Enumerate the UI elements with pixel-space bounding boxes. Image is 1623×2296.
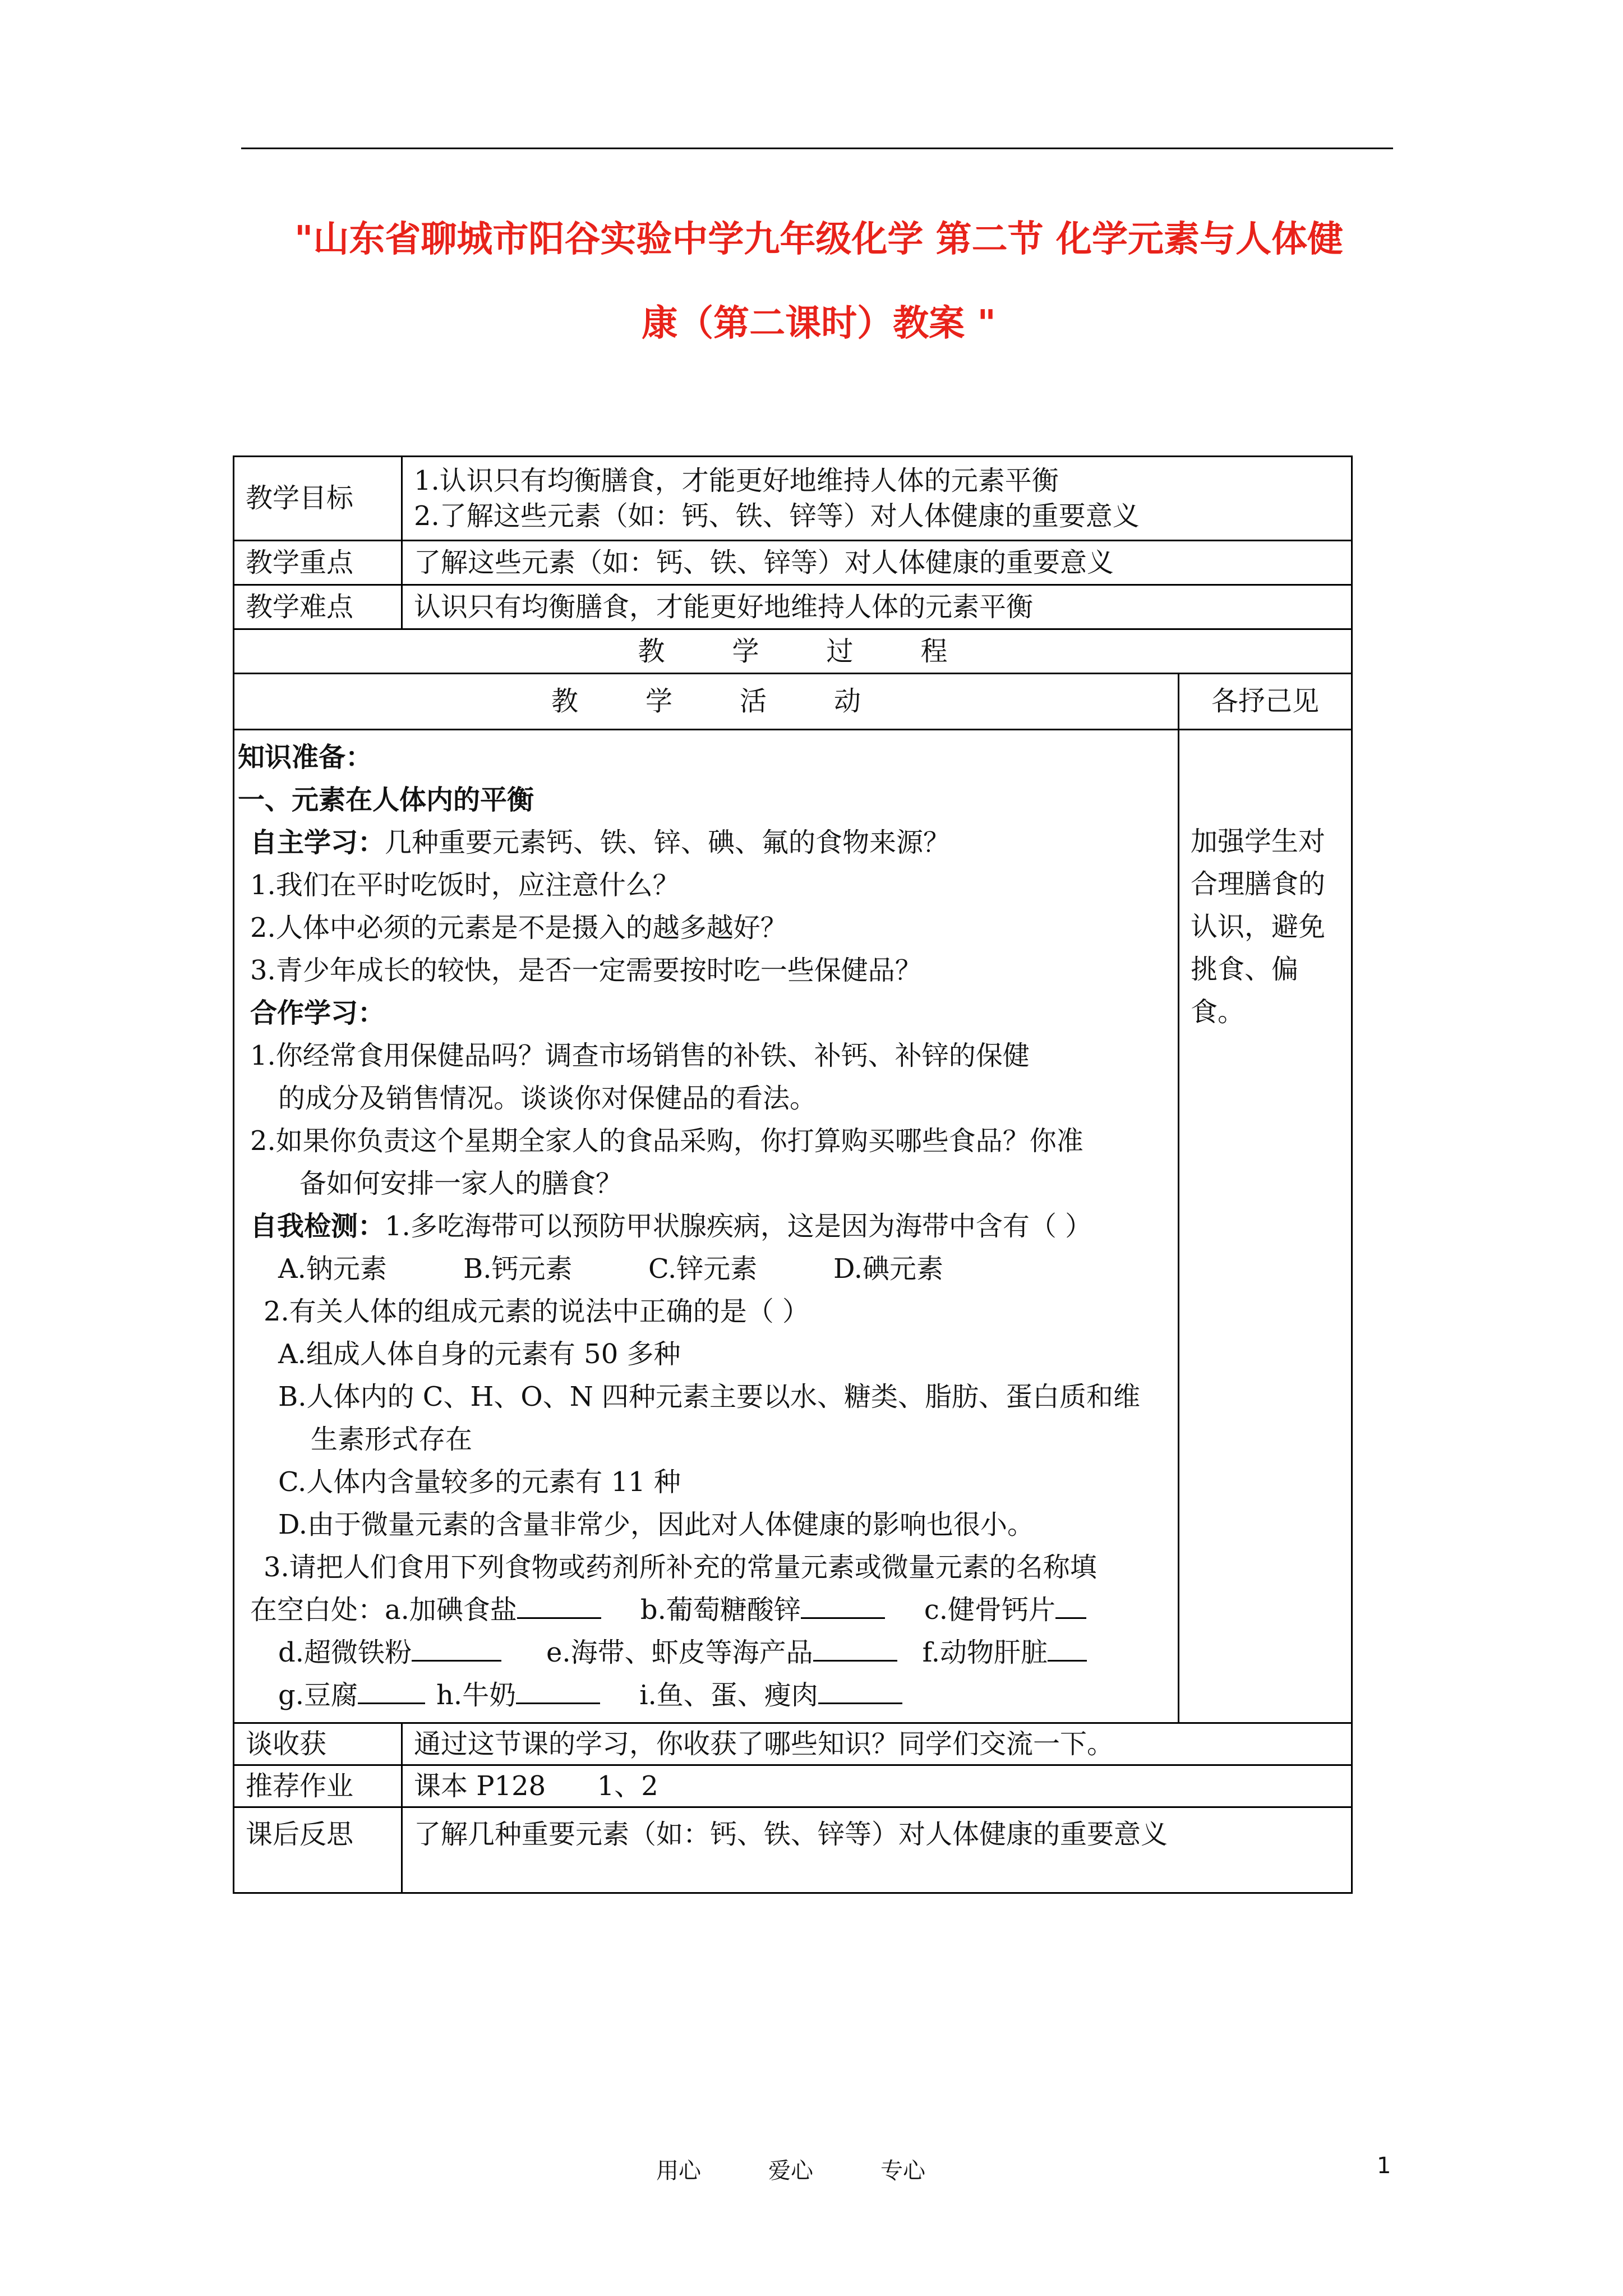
coop-label: 合作学习： [250, 997, 385, 1029]
coop-1a: 1.你经常食用保健品吗？调查市场销售的补铁、补钙、补锌的保健 [250, 1040, 1030, 1071]
fill-e-blank [813, 1637, 897, 1662]
q2-option-b-1: B.人体内的 C、H、O、N 四种元素主要以水、糖类、脂肪、蛋白质和维 [278, 1381, 1140, 1412]
opinion-header: 各抒己见 [1179, 674, 1352, 730]
reflection-label: 课后反思 [234, 1807, 402, 1893]
activity-header: 教 学 活 动 [234, 674, 1179, 730]
side-note: 加强学生对 合理膳食的 认识，避免 挑食、偏食。 [1179, 730, 1352, 1723]
document-title-line-2: 康（第二课时）教案 " [642, 303, 996, 344]
section-heading: 一、元素在人体内的平衡 [238, 784, 534, 816]
self-study-label: 自主学习： [250, 827, 385, 858]
page-number: 1 [1377, 2153, 1391, 2179]
objectives-row [234, 457, 1352, 541]
fill-row-1: 在空白处：a.加碘食盐 b.葡萄糖酸锌 c.健骨钙片 [238, 1589, 1174, 1631]
activity-header-row [234, 674, 1352, 730]
process-header: 教 学 过 程 [234, 629, 1352, 674]
check-label: 自我检测： [250, 1211, 385, 1242]
fill-c: c.健骨钙片 [924, 1594, 1056, 1626]
fill-e: e.海带、虾皮等海产品 [546, 1637, 813, 1668]
check-q1: 1.多吃海带可以预防甲状腺疾病，这是因为海带中含有（ ） [385, 1211, 1092, 1242]
fill-a: a.加碘食盐 [385, 1594, 517, 1626]
objective-1: 1.认识只有均衡膳食，才能更好地维持人体的元素平衡 [414, 465, 1059, 497]
reflection-row [234, 1807, 1352, 1893]
option-b: B.钙元素 [463, 1253, 573, 1285]
question-2: 2.人体中必须的元素是不是摄入的越多越好？ [250, 912, 787, 944]
coop-1b: 的成分及销售情况。谈谈你对保健品的看法。 [278, 1083, 817, 1114]
fill-b: b.葡萄糖酸锌 [640, 1594, 801, 1626]
self-study-text: 几种重要元素钙、铁、锌、碘、氟的食物来源？ [385, 827, 951, 858]
activity-body-row [234, 730, 1352, 1723]
check-q2: 2.有关人体的组成元素的说法中正确的是（ ） [264, 1296, 810, 1327]
check-q1-options [238, 1248, 1174, 1290]
fill-g: g.豆腐 [278, 1680, 358, 1711]
fill-d-blank [412, 1637, 501, 1662]
lesson-plan-table [233, 455, 1351, 1892]
fill-row-2 [238, 1631, 1174, 1674]
harvest-label: 谈收获 [234, 1723, 402, 1765]
option-c: C.锌元素 [648, 1253, 758, 1285]
objectives-content [402, 457, 1352, 541]
fill-f: f.动物肝脏 [922, 1637, 1048, 1668]
option-a: A.钠元素 [278, 1253, 387, 1285]
fill-i: i.鱼、蛋、瘦肉 [639, 1680, 818, 1711]
option-d: D.碘元素 [833, 1253, 944, 1285]
fill-i-blank [818, 1680, 902, 1704]
homework-label: 推荐作业 [234, 1765, 402, 1807]
q2-option-d: D.由于微量元素的含量非常少，因此对人体健康的影响也很小。 [278, 1509, 1035, 1540]
fill-d: d.超微铁粉 [278, 1637, 412, 1668]
question-3: 3.青少年成长的较快，是否一定需要按时吃一些保健品？ [250, 955, 922, 986]
objective-2: 2.了解这些元素（如：钙、铁、锌等）对人体健康的重要意义 [414, 500, 1140, 532]
difficulties-content: 认识只有均衡膳食，才能更好地维持人体的元素平衡 [402, 585, 1352, 629]
coop-2a: 2.如果你负责这个星期全家人的食品采购，你打算购买哪些食品？你准 [250, 1125, 1083, 1157]
q2-option-b-2: 生素形式存在 [311, 1424, 473, 1455]
process-header-row [234, 629, 1352, 674]
harvest-content: 通过这节课的学习，你收获了哪些知识？同学们交流一下。 [402, 1723, 1352, 1765]
document-title-line-1: "山东省聊城市阳谷实验中学九年级化学 第二节 化学元素与人体健 [294, 219, 1343, 260]
fill-h-blank [516, 1680, 600, 1704]
homework-row [234, 1765, 1352, 1807]
difficulties-label: 教学难点 [234, 585, 402, 629]
fill-row-3 [238, 1674, 1174, 1717]
key-points-label: 教学重点 [234, 541, 402, 585]
homework-content: 课本 P128 1、2 [402, 1765, 1352, 1807]
objectives-label: 教学目标 [234, 457, 402, 541]
prep-heading: 知识准备： [238, 742, 373, 773]
q2-option-c: C.人体内含量较多的元素有 11 种 [278, 1466, 681, 1498]
footer-motto: 用心 爱心 专心 [656, 2158, 925, 2184]
activity-content [234, 730, 1179, 1723]
coop-2b: 备如何安排一家人的膳食？ [299, 1168, 623, 1199]
key-points-row [234, 541, 1352, 585]
fill-a-blank [517, 1595, 601, 1619]
header-rule [241, 148, 1393, 149]
fill-c-blank [1055, 1595, 1086, 1619]
fill-f-blank [1048, 1637, 1087, 1662]
q2-option-a: A.组成人体自身的元素有 50 多种 [278, 1338, 681, 1370]
question-1: 1.我们在平时吃饭时，应注意什么？ [250, 869, 680, 901]
key-points-content: 了解这些元素（如：钙、铁、锌等）对人体健康的重要意义 [402, 541, 1352, 585]
fill-b-blank [801, 1595, 885, 1619]
q3-prompt: 3.请把人们食用下列食物或药剂所补充的常量元素或微量元素的名称填 [264, 1552, 1097, 1583]
harvest-row [234, 1723, 1352, 1765]
reflection-content: 了解几种重要元素（如：钙、铁、锌等）对人体健康的重要意义 [402, 1807, 1352, 1893]
fill-g-blank [358, 1680, 425, 1704]
difficulties-row [234, 585, 1352, 629]
fill-h: h.牛奶 [436, 1680, 517, 1711]
